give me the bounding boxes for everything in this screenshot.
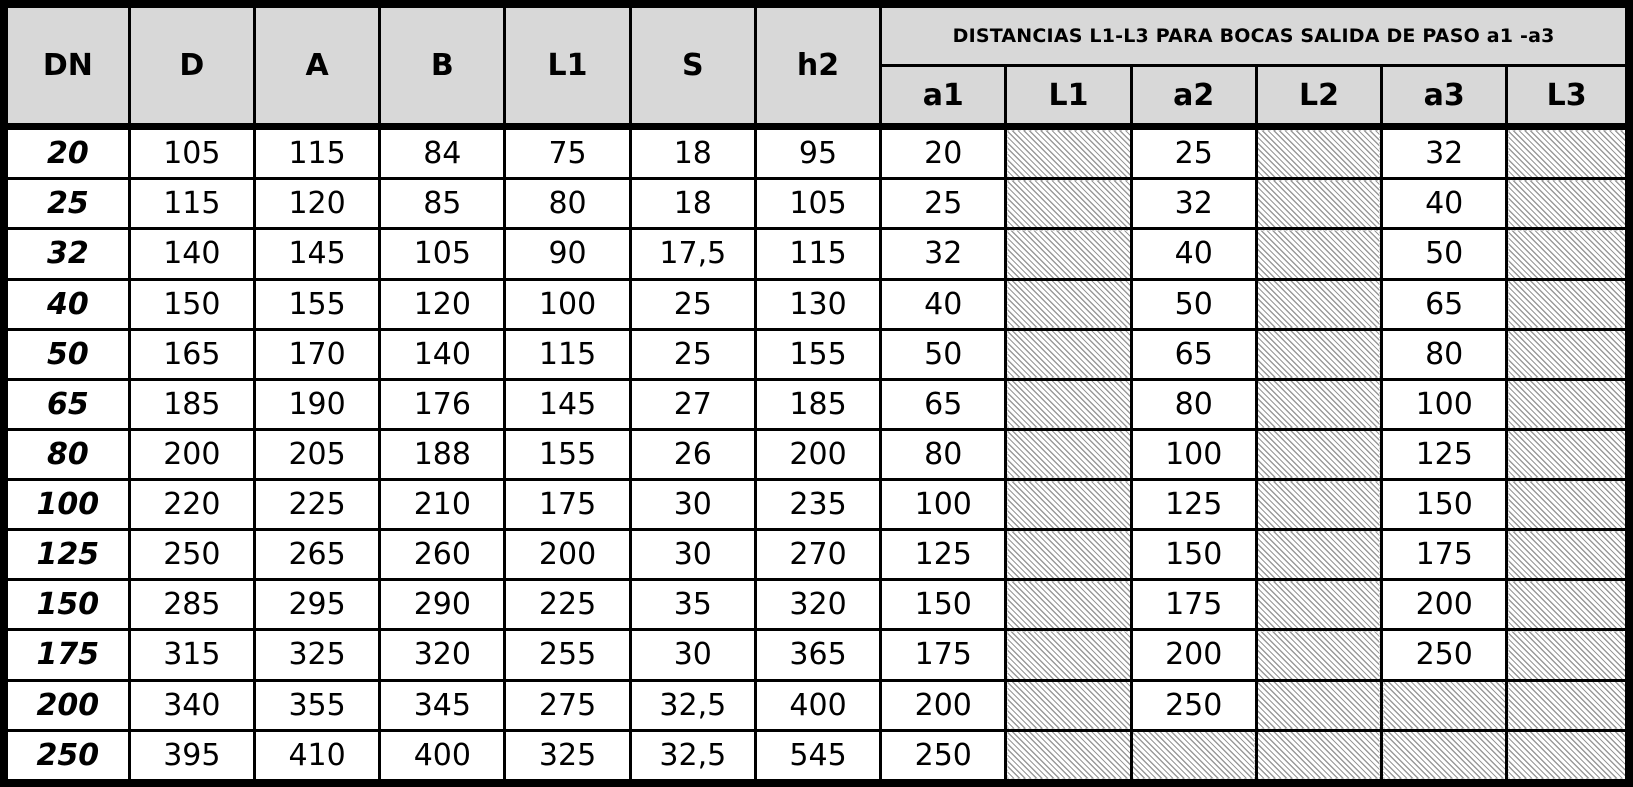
cell-h2: 270 (755, 530, 880, 580)
cell-dist-l2 (1256, 329, 1381, 379)
cell-b: 105 (380, 229, 505, 279)
cell-dist-l3 (1507, 730, 1629, 783)
cell-dist-l1 (1006, 530, 1131, 580)
table-row (4, 329, 1629, 379)
cell-a2: 100 (1131, 429, 1256, 479)
cell-a1: 25 (881, 179, 1006, 229)
cell-dn: 80 (4, 429, 129, 479)
cell-dist-l3 (1507, 429, 1629, 479)
cell-dist-l2 (1256, 480, 1381, 530)
cell-s: 30 (630, 530, 755, 580)
cell-dn: 125 (4, 530, 129, 580)
cell-b: 400 (380, 730, 505, 783)
table-row (4, 480, 1629, 530)
cell-b: 84 (380, 127, 505, 179)
cell-a: 120 (254, 179, 379, 229)
cell-h2: 185 (755, 379, 880, 429)
cell-dist-l3 (1507, 329, 1629, 379)
cell-s: 26 (630, 429, 755, 479)
cell-l1: 155 (505, 429, 630, 479)
cell-a: 190 (254, 379, 379, 429)
cell-dn: 150 (4, 580, 129, 630)
cell-dist-l1 (1006, 179, 1131, 229)
cell-l1: 200 (505, 530, 630, 580)
cell-b: 176 (380, 379, 505, 429)
cell-h2: 200 (755, 429, 880, 479)
cell-a1: 20 (881, 127, 1006, 179)
cell-a2: 40 (1131, 229, 1256, 279)
cell-a3: 125 (1382, 429, 1507, 479)
cell-b: 260 (380, 530, 505, 580)
cell-a3 (1382, 730, 1507, 783)
cell-l1: 225 (505, 580, 630, 630)
cell-a1: 80 (881, 429, 1006, 479)
cell-a: 155 (254, 279, 379, 329)
cell-h2: 95 (755, 127, 880, 179)
cell-b: 345 (380, 680, 505, 730)
cell-s: 18 (630, 127, 755, 179)
cell-h2: 320 (755, 580, 880, 630)
cell-a: 115 (254, 127, 379, 179)
subheader-l1: L1 (1006, 66, 1131, 127)
header-h2: h2 (755, 4, 880, 127)
subheader-a3: a3 (1382, 66, 1507, 127)
cell-dn: 200 (4, 680, 129, 730)
table-row (4, 379, 1629, 429)
cell-a3: 250 (1382, 630, 1507, 680)
cell-d: 200 (129, 429, 254, 479)
cell-dist-l1 (1006, 480, 1131, 530)
cell-l1: 175 (505, 480, 630, 530)
cell-a1: 150 (881, 580, 1006, 630)
cell-a3: 100 (1382, 379, 1507, 429)
cell-d: 395 (129, 730, 254, 783)
cell-d: 115 (129, 179, 254, 229)
cell-dn: 25 (4, 179, 129, 229)
cell-dist-l3 (1507, 179, 1629, 229)
cell-s: 30 (630, 480, 755, 530)
cell-dist-l1 (1006, 580, 1131, 630)
subheader-a2: a2 (1131, 66, 1256, 127)
cell-dist-l2 (1256, 730, 1381, 783)
subheader-a1: a1 (881, 66, 1006, 127)
cell-h2: 235 (755, 480, 880, 530)
cell-s: 35 (630, 580, 755, 630)
cell-a: 145 (254, 229, 379, 279)
cell-b: 210 (380, 480, 505, 530)
cell-dist-l2 (1256, 429, 1381, 479)
cell-dn: 50 (4, 329, 129, 379)
cell-l1: 75 (505, 127, 630, 179)
cell-a3 (1382, 680, 1507, 730)
cell-a1: 250 (881, 730, 1006, 783)
cell-d: 185 (129, 379, 254, 429)
cell-dist-l3 (1507, 127, 1629, 179)
cell-dn: 32 (4, 229, 129, 279)
cell-a2: 65 (1131, 329, 1256, 379)
cell-a2: 50 (1131, 279, 1256, 329)
cell-a2: 175 (1131, 580, 1256, 630)
cell-b: 290 (380, 580, 505, 630)
cell-a1: 175 (881, 630, 1006, 680)
cell-a1: 32 (881, 229, 1006, 279)
table-row (4, 127, 1629, 179)
cell-s: 32,5 (630, 680, 755, 730)
cell-dist-l2 (1256, 379, 1381, 429)
cell-s: 25 (630, 279, 755, 329)
cell-h2: 365 (755, 630, 880, 680)
table-row (4, 730, 1629, 783)
header-d: D (129, 4, 254, 127)
cell-a: 325 (254, 630, 379, 680)
cell-dist-l1 (1006, 630, 1131, 680)
cell-a3: 150 (1382, 480, 1507, 530)
header-a: A (254, 4, 379, 127)
table-row (4, 580, 1629, 630)
cell-l1: 80 (505, 179, 630, 229)
cell-a: 265 (254, 530, 379, 580)
cell-dist-l1 (1006, 127, 1131, 179)
cell-b: 140 (380, 329, 505, 379)
cell-a2: 32 (1131, 179, 1256, 229)
cell-h2: 105 (755, 179, 880, 229)
cell-b: 120 (380, 279, 505, 329)
cell-a3: 50 (1382, 229, 1507, 279)
cell-d: 340 (129, 680, 254, 730)
cell-a: 410 (254, 730, 379, 783)
cell-a: 205 (254, 429, 379, 479)
cell-dist-l1 (1006, 730, 1131, 783)
cell-dist-l1 (1006, 379, 1131, 429)
cell-a1: 50 (881, 329, 1006, 379)
table-body (4, 127, 1629, 784)
cell-s: 18 (630, 179, 755, 229)
cell-dist-l3 (1507, 680, 1629, 730)
table-row (4, 229, 1629, 279)
cell-d: 220 (129, 480, 254, 530)
cell-s: 17,5 (630, 229, 755, 279)
cell-dist-l2 (1256, 580, 1381, 630)
cell-dist-l2 (1256, 279, 1381, 329)
cell-dist-l3 (1507, 229, 1629, 279)
table-row (4, 630, 1629, 680)
cell-l1: 145 (505, 379, 630, 429)
cell-d: 315 (129, 630, 254, 680)
header-b: B (380, 4, 505, 127)
cell-a: 355 (254, 680, 379, 730)
table-row (4, 429, 1629, 479)
cell-a3: 32 (1382, 127, 1507, 179)
cell-l1: 325 (505, 730, 630, 783)
cell-dist-l3 (1507, 480, 1629, 530)
cell-l1: 275 (505, 680, 630, 730)
cell-dist-l2 (1256, 630, 1381, 680)
cell-dist-l3 (1507, 530, 1629, 580)
table-row (4, 530, 1629, 580)
header-s: S (630, 4, 755, 127)
cell-dist-l2 (1256, 127, 1381, 179)
cell-a3: 175 (1382, 530, 1507, 580)
cell-a2: 80 (1131, 379, 1256, 429)
cell-a2: 25 (1131, 127, 1256, 179)
cell-a1: 100 (881, 480, 1006, 530)
cell-dist-l2 (1256, 530, 1381, 580)
cell-d: 105 (129, 127, 254, 179)
cell-a1: 65 (881, 379, 1006, 429)
cell-dist-l1 (1006, 680, 1131, 730)
cell-s: 32,5 (630, 730, 755, 783)
cell-a: 170 (254, 329, 379, 379)
cell-a3: 40 (1382, 179, 1507, 229)
cell-dist-l2 (1256, 680, 1381, 730)
cell-dn: 100 (4, 480, 129, 530)
cell-dist-l3 (1507, 379, 1629, 429)
cell-dist-l2 (1256, 179, 1381, 229)
cell-h2: 155 (755, 329, 880, 379)
cell-s: 27 (630, 379, 755, 429)
cell-a1: 200 (881, 680, 1006, 730)
cell-s: 30 (630, 630, 755, 680)
cell-h2: 545 (755, 730, 880, 783)
cell-dist-l1 (1006, 429, 1131, 479)
cell-l1: 100 (505, 279, 630, 329)
cell-a3: 80 (1382, 329, 1507, 379)
cell-a2: 150 (1131, 530, 1256, 580)
cell-d: 285 (129, 580, 254, 630)
cell-dist-l2 (1256, 229, 1381, 279)
cell-h2: 400 (755, 680, 880, 730)
cell-h2: 130 (755, 279, 880, 329)
cell-dist-l3 (1507, 580, 1629, 630)
cell-d: 250 (129, 530, 254, 580)
cell-a2: 200 (1131, 630, 1256, 680)
cell-a1: 40 (881, 279, 1006, 329)
cell-a: 295 (254, 580, 379, 630)
cell-a: 225 (254, 480, 379, 530)
cell-a3: 65 (1382, 279, 1507, 329)
cell-dist-l1 (1006, 229, 1131, 279)
cell-dn: 40 (4, 279, 129, 329)
table-row (4, 179, 1629, 229)
cell-d: 140 (129, 229, 254, 279)
cell-dist-l1 (1006, 329, 1131, 379)
table-row (4, 680, 1629, 730)
cell-b: 188 (380, 429, 505, 479)
cell-a2 (1131, 730, 1256, 783)
subheader-l3: L3 (1507, 66, 1629, 127)
table-row (4, 279, 1629, 329)
cell-a2: 125 (1131, 480, 1256, 530)
cell-dist-l3 (1507, 279, 1629, 329)
subheader-l2: L2 (1256, 66, 1381, 127)
cell-b: 85 (380, 179, 505, 229)
cell-dn: 175 (4, 630, 129, 680)
cell-dist-l3 (1507, 630, 1629, 680)
cell-h2: 115 (755, 229, 880, 279)
cell-dn: 250 (4, 730, 129, 783)
header-l1: L1 (505, 4, 630, 127)
cell-s: 25 (630, 329, 755, 379)
group-header-distances: DISTANCIAS L1-L3 PARA BOCAS SALIDA DE PASO a1 -a3 (881, 4, 1629, 66)
cell-a3: 200 (1382, 580, 1507, 630)
cell-d: 150 (129, 279, 254, 329)
cell-dn: 20 (4, 127, 129, 179)
header-dn: DN (4, 4, 129, 127)
cell-b: 320 (380, 630, 505, 680)
cell-d: 165 (129, 329, 254, 379)
cell-l1: 255 (505, 630, 630, 680)
cell-dist-l1 (1006, 279, 1131, 329)
cell-dn: 65 (4, 379, 129, 429)
cell-l1: 90 (505, 229, 630, 279)
cell-a2: 250 (1131, 680, 1256, 730)
cell-a1: 125 (881, 530, 1006, 580)
cell-l1: 115 (505, 329, 630, 379)
